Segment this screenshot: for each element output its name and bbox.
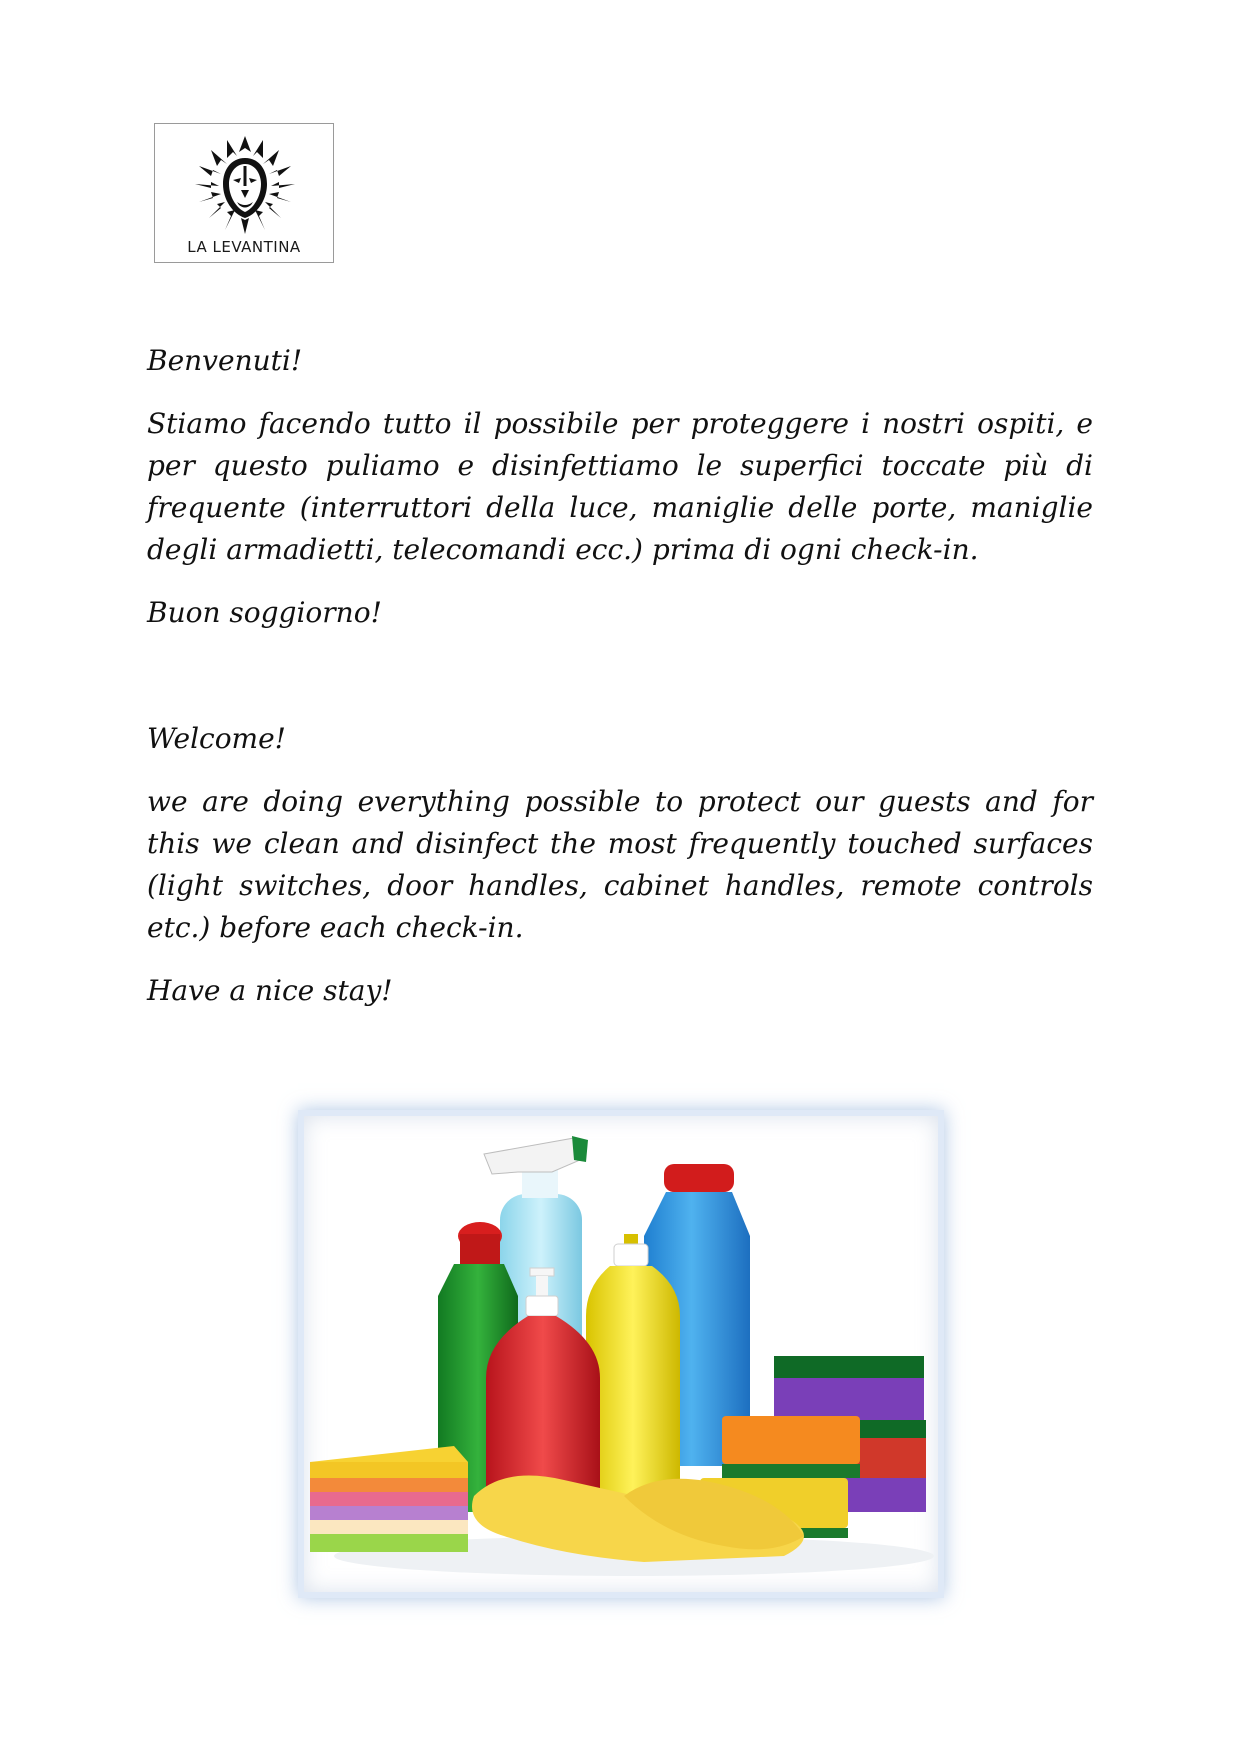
lion-head-logo-icon xyxy=(191,132,299,236)
italian-body: Stiamo facendo tutto il possibile per proteggere i nostri ospiti, e per questo puliamo e disinfettiamo le superfici toccate più di frequente (interruttori della luce, maniglie delle porte, maniglie degli armadietti, telecomandi ecc.) prima di ogni check-in. xyxy=(147,407,1093,566)
english-greeting: Welcome! xyxy=(147,722,286,755)
logo-name: LA LEVANTINA xyxy=(187,238,301,256)
italian-greeting: Benvenuti! xyxy=(147,344,303,377)
cleaning-cloths xyxy=(310,1446,468,1552)
english-closing: Have a nice stay! xyxy=(147,974,393,1007)
logo xyxy=(154,123,334,263)
english-body: we are doing everything possible to protect our guests and for this we clean and disinfect the most frequently touched surfaces (light switches, door handles, cabinet handles, remote controls etc.) before each check-in. xyxy=(147,785,1093,944)
cleaning-products-photo xyxy=(298,1110,944,1598)
cleaning-products-illustration xyxy=(304,1116,938,1592)
italian-closing: Buon soggiorno! xyxy=(147,596,382,629)
